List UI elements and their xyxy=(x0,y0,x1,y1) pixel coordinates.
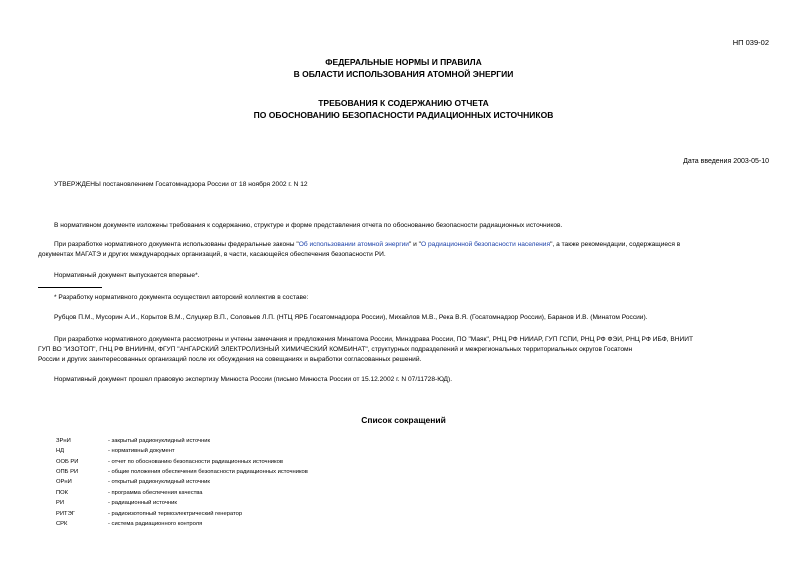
paragraph-scope: В нормативном документе изложены требования к содержанию, структуре и форме представления отчета по обоснованию безопасности радиационных источников. xyxy=(54,222,563,229)
introduction-date: Дата введения 2003-05-10 xyxy=(683,158,769,165)
abbreviation-definition: - отчет по обоснованию безопасности радиационных источников xyxy=(108,459,283,465)
document-title-line-2: ПО ОБОСНОВАНИЮ БЕЗОПАСНОСТИ РАДИАЦИОННЫХ ИСТОЧНИКОВ xyxy=(253,110,554,120)
footnote: * Разработку нормативного документа осуществил авторский коллектив в составе: xyxy=(54,294,309,301)
law-link-radiation-safety[interactable]: О радиационной безопасности населения xyxy=(421,241,551,248)
abbreviation: ЗРнИ xyxy=(56,438,71,444)
abbreviation: РИ xyxy=(56,500,65,506)
header-line-1: ФЕДЕРАЛЬНЫЕ НОРМЫ И ПРАВИЛА xyxy=(325,57,482,67)
paragraph-laws-text-a: При разработке нормативного документа использованы федеральные законы " xyxy=(54,241,299,248)
abbreviation-definition: - система радиационного контроля xyxy=(108,521,203,527)
abbreviation: РИТЭГ xyxy=(56,511,75,517)
abbreviations-title: Список сокращений xyxy=(361,415,446,425)
abbreviation: ОПБ РИ xyxy=(56,469,79,475)
paragraph-laws-text-c: ", а также рекомендации, содержащиеся в xyxy=(550,241,681,248)
abbreviation-definition: - нормативный документ xyxy=(108,448,175,454)
authors-list: Рубцов П.М., Мусорин А.И., Корытов В.М., Слуцкер В.П., Соловьев Л.П. (НТЦ ЯРБ Госатомнадзора России), Михайлов М.В., Река В.Я. (Госатомнадзор России), Баранов И.В. (Минатом России). xyxy=(54,314,648,321)
abbreviation-definition: - радиоизотопный термоэлектрический генератор xyxy=(108,511,243,517)
abbreviation: ОРнИ xyxy=(56,479,72,485)
paragraph-reviewers-line-3: России и других заинтересованных организаций после их обсуждения на совещаниях и выработки согласованных решений. xyxy=(38,356,422,363)
header-line-2: В ОБЛАСТИ ИСПОЛЬЗОВАНИЯ АТОМНОЙ ЭНЕРГИИ xyxy=(293,69,514,79)
abbreviation-definition: - программа обеспечения качества xyxy=(108,490,203,496)
abbreviation: СРК xyxy=(56,521,68,527)
document-title-line-1: ТРЕБОВАНИЯ К СОДЕРЖАНИЮ ОТЧЕТА xyxy=(318,98,489,108)
paragraph-laws-text-b: " и " xyxy=(408,241,421,248)
abbreviation: ООБ РИ xyxy=(56,459,79,465)
law-link-atomic-energy[interactable]: Об использовании атомной энергии xyxy=(298,241,409,248)
document-code: НП 039-02 xyxy=(732,38,769,47)
paragraph-laws-line-2: документах МАГАТЭ и других международных организаций, в части, касающейся обеспечения безопасности РИ. xyxy=(38,251,386,258)
abbreviation-definition: - общие положения обеспечения безопасности радиационных источников xyxy=(108,469,308,475)
abbreviation: НД xyxy=(56,448,65,454)
abbreviation-definition: - открытый радионуклидный источник xyxy=(108,479,210,485)
abbreviation-definition: - закрытый радионуклидный источник xyxy=(108,438,211,444)
abbreviation: ПОК xyxy=(56,490,69,496)
paragraph-legal-review: Нормативный документ прошел правовую экспертизу Минюста России (письмо Минюста России от 15.12.2002 г. N 07/11728-ЮД). xyxy=(54,376,453,383)
paragraph-first-issue: Нормативный документ выпускается впервые*. xyxy=(54,272,200,279)
paragraph-laws-line-1 xyxy=(54,240,680,250)
abbreviation-definition: - радиационный источник xyxy=(108,500,177,506)
approval-note: УТВЕРЖДЕНЫ постановлением Госатомнадзора России от 18 ноября 2002 г. N 12 xyxy=(54,181,308,188)
paragraph-reviewers-line-1: При разработке нормативного документа рассмотрены и учтены замечания и предложения Минатома России, Минздрава России, ПО "Маяк", РНЦ РФ НИИАР, ГУП ГСПИ, РНЦ РФ ФЭИ, РНЦ РФ ИБФ, ВНИИТ xyxy=(54,336,694,343)
paragraph-reviewers-line-2: ГУП ВО "ИЗОТОП", ГНЦ РФ ВНИИНМ, ФГУП "АНГАРСКИЙ ЭЛЕКТРОЛИЗНЫЙ ХИМИЧЕСКИЙ КОМБИНАТ", структурных подразделений и межрегиональных территориальных округов Госатомн xyxy=(38,346,633,353)
footnote-divider xyxy=(38,287,102,288)
